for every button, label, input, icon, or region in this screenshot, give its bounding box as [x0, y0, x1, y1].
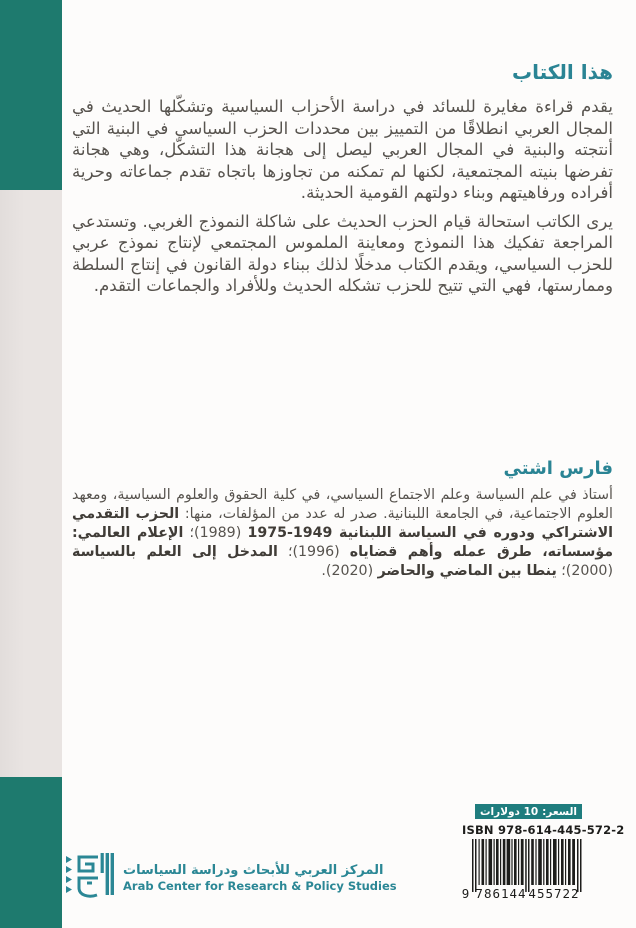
- about-heading: هذا الكتاب: [511, 60, 613, 84]
- author-bio: أستاذ في علم السياسة وعلم الاجتماع السياسي، في كلية الحقوق والعلوم السياسية، ومعهد العلوم الاجتماعية، في الجامعة اللبنانية. صدر له عدد من المؤلفات، منها: الحزب التقدمي الاشتراكي ودوره في السياسة اللبنانية 1949-1975 (1989)؛ الإعلام العالمي: مؤسساته، طرق عمله وأهم قضاياه (1996)؛ المدخل إلى العلم بالسياسة (2000)؛ ينطا بين الماضي والحاضر (2020).: [72, 487, 614, 579]
- left-strip-gray: [0, 190, 62, 777]
- publisher-name-arabic: المركز العربي للأبحاث ودراسة السياسات: [123, 863, 384, 878]
- about-paragraph-2: يرى الكاتب استحالة قيام الحزب الحديث على شاكلة النموذج الغربي. وتستدعي المراجعة تفكيك هذا النموذج ومعاينة الملموس المجتمعي لإنتاج نموذج عربي للحزب السياسي، ويقدم الكتاب مدخلًا لذلك ببناء دولة القانون في إنتاج السلطة وممارستها، فهي التي تتيح للحزب تشكله الحديث وللأفراد والجماعات التقدم.: [72, 211, 613, 295]
- barcode: [458, 839, 584, 901]
- barcode-digit-group-1: 786144: [475, 886, 527, 901]
- barcode-digit-left: 9: [461, 886, 471, 901]
- price-value: 10 دولارات: [480, 805, 539, 818]
- price-label: السعر:: [542, 805, 577, 818]
- barcode-digit-group-2: 455722: [528, 886, 580, 901]
- arab-center-logo-icon: [66, 852, 114, 904]
- about-paragraph-1: يقدم قراءة مغايرة للسائد في دراسة الأحزاب السياسية وتشكّلها الحديث في المجال العربي انطلاقًا من التمييز بين محددات الحزب السياسي في البنية التي أنتجته والبنية في المجال العربي ليصل إلى هجانة هذا التشكّل، وهي هجانة تفرضها بنيته المجتمعية، لكنها لم تمكنه من تجاوزها باتجاه تقدم جماعاته وحرية أفراده ورفاهيتهم وبناء دولتهم القومية الحديثة.: [72, 97, 613, 202]
- author-name: فارس اشتي: [503, 458, 613, 479]
- price-bar: [475, 804, 582, 819]
- about-section: [72, 60, 613, 297]
- publisher-block: [66, 852, 397, 904]
- left-strip-teal-top: [0, 0, 62, 190]
- author-section: [72, 458, 613, 581]
- publisher-name-english: Arab Center for Research & Policy Studies: [123, 879, 397, 893]
- left-strip-teal-bottom: [0, 777, 62, 928]
- isbn-text: ISBN 978-614-445-572-2: [462, 823, 625, 837]
- barcode-bars-graphic: [458, 839, 584, 901]
